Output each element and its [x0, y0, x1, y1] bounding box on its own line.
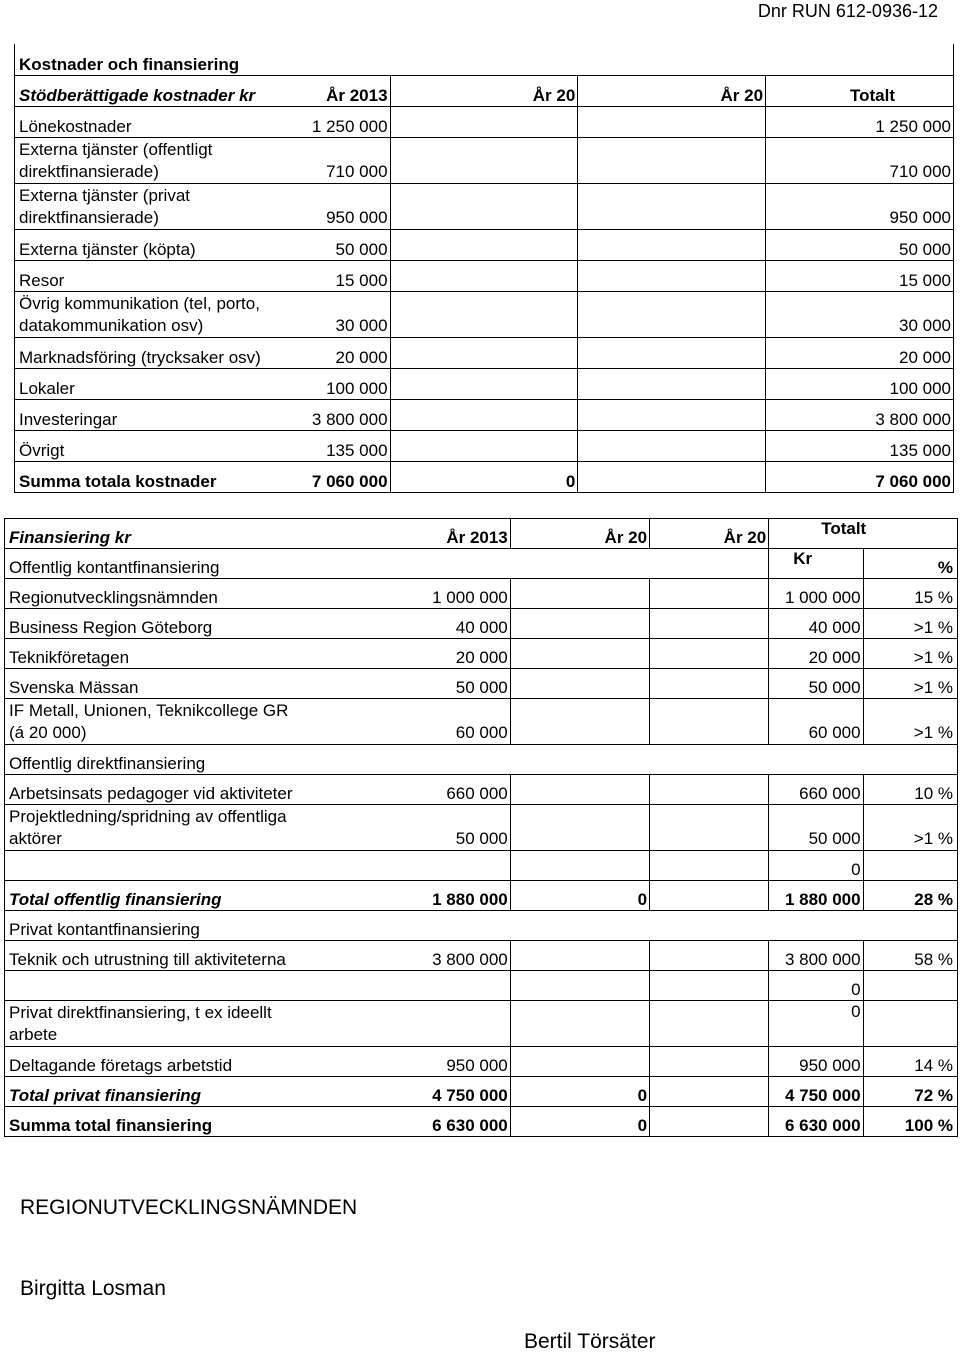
row-y20b: [650, 1001, 769, 1047]
row-y20b: [578, 291, 766, 337]
table-row: [5, 1047, 958, 1077]
row-y20a: [390, 430, 578, 461]
table-row: [5, 609, 958, 639]
row-2013: 6 630 000: [338, 1107, 510, 1137]
row-y20b: [650, 669, 769, 699]
total-offentlig-row: [5, 881, 958, 911]
document-reference: Dnr RUN 612-0936-12: [757, 1, 938, 21]
table-row: [15, 368, 954, 399]
table-row: [15, 337, 954, 368]
signature-name-2: Bertil Törsäter: [524, 1330, 656, 1353]
section-row: [5, 911, 958, 941]
sum-2013: 7 060 000: [202, 461, 390, 492]
row-y20a: [510, 669, 649, 699]
row-y20b: [578, 229, 766, 260]
total-privat-row: [5, 1077, 958, 1107]
row-y20a: [510, 971, 649, 1001]
row-label: Total privat finansiering: [5, 1077, 339, 1107]
row-2013: 60 000: [338, 699, 510, 745]
row-2013: [338, 1001, 510, 1047]
row-2013: 20 000: [338, 639, 510, 669]
row-label: Marknadsföring (trycksaker osv): [15, 337, 203, 368]
row-label: [5, 851, 339, 881]
row-label: Projektledning/spridning av offentliga aktörer: [5, 805, 339, 851]
row-label: Resor: [15, 260, 203, 291]
financing-table: [4, 518, 958, 1137]
section-row: [5, 745, 958, 775]
row-label: Business Region Göteborg: [5, 609, 339, 639]
row-total: 30 000: [766, 291, 954, 337]
row-2013: 50 000: [338, 805, 510, 851]
row-label: Arbetsinsats pedagoger vid aktiviteter: [5, 775, 339, 805]
row-y20a: [390, 337, 578, 368]
row-2013: 950 000: [202, 183, 390, 229]
row-2013: 15 000: [202, 260, 390, 291]
row-label: Regionutvecklingsnämnden: [5, 579, 339, 609]
row-y20b: [578, 368, 766, 399]
row-2013: 1 880 000: [338, 881, 510, 911]
row-y20b: [650, 851, 769, 881]
row-y20a: [390, 137, 578, 183]
row-label: Summa total finansiering: [5, 1107, 339, 1137]
row-kr: 4 750 000: [769, 1077, 863, 1107]
row-pct: >1 %: [863, 639, 957, 669]
row-y20a: [390, 291, 578, 337]
table-row: [5, 805, 958, 851]
row-y20a: 0: [510, 881, 649, 911]
row-y20a: [510, 609, 649, 639]
row-label: Investeringar: [15, 399, 203, 430]
financing-header-2013: År 2013: [338, 519, 510, 549]
row-pct: 10 %: [863, 775, 957, 805]
row-pct: 100 %: [863, 1107, 957, 1137]
row-2013: 40 000: [338, 609, 510, 639]
row-kr: 20 000: [769, 639, 863, 669]
row-label: Total offentlig finansiering: [5, 881, 339, 911]
row-pct: >1 %: [863, 609, 957, 639]
row-pct: [863, 971, 957, 1001]
row-2013: 710 000: [202, 137, 390, 183]
costs-title: Kostnader och finansiering: [15, 44, 954, 75]
costs-header-total: Totalt: [766, 75, 954, 106]
sub-header-pct: %: [863, 549, 957, 579]
row-kr: 1 880 000: [769, 881, 863, 911]
financing-header-total: Totalt: [769, 519, 958, 549]
row-pct: >1 %: [863, 805, 957, 851]
row-y20b: [578, 399, 766, 430]
section-privat-direkt: Privat direktfinansiering, t ex ideellt arbete: [5, 1001, 339, 1047]
row-2013: 50 000: [338, 669, 510, 699]
financing-header-label: Finansiering kr: [5, 519, 339, 549]
row-y20a: [510, 579, 649, 609]
table-row: [5, 579, 958, 609]
table-row: [15, 399, 954, 430]
row-label: Teknik och utrustning till aktiviteterna: [5, 941, 339, 971]
row-label: Lönekostnader: [15, 106, 203, 137]
row-y20b: [578, 337, 766, 368]
table-row: [5, 669, 958, 699]
section-row: [5, 1001, 958, 1047]
row-kr: 60 000: [769, 699, 863, 745]
row-y20a: [510, 699, 649, 745]
row-y20a: [510, 775, 649, 805]
row-2013: 660 000: [338, 775, 510, 805]
table-row: [15, 430, 954, 461]
row-pct: 72 %: [863, 1077, 957, 1107]
row-total: 50 000: [766, 229, 954, 260]
table-row: [5, 699, 958, 745]
row-pct: 15 %: [863, 579, 957, 609]
table-row: [15, 137, 954, 183]
row-label: Teknikföretagen: [5, 639, 339, 669]
section-privat-kontant: Privat kontantfinansiering: [5, 911, 958, 941]
row-pct: 14 %: [863, 1047, 957, 1077]
row-2013: 3 800 000: [202, 399, 390, 430]
row-label: Lokaler: [15, 368, 203, 399]
row-label: Övrig kommunikation (tel, porto, datakommunikation osv): [15, 291, 203, 337]
row-pct: [863, 851, 957, 881]
row-y20a: [510, 639, 649, 669]
row-2013: 3 800 000: [338, 941, 510, 971]
section-offentlig-direkt: Offentlig direktfinansiering: [5, 745, 958, 775]
signature-organization: REGIONUTVECKLINGSNÄMNDEN: [20, 1196, 358, 1219]
table-row: [5, 775, 958, 805]
row-y20a: [390, 260, 578, 291]
row-y20b: [650, 941, 769, 971]
row-label: Externa tjänster (privat direktfinansierade): [15, 183, 203, 229]
table-row: [15, 229, 954, 260]
sum-total: 7 060 000: [766, 461, 954, 492]
row-kr: 660 000: [769, 775, 863, 805]
costs-header-row: [15, 75, 954, 106]
row-label: Externa tjänster (köpta): [15, 229, 203, 260]
row-y20b: [650, 579, 769, 609]
row-kr: 0: [769, 971, 863, 1001]
row-y20a: 0: [510, 1107, 649, 1137]
row-y20b: [650, 971, 769, 1001]
row-y20b: [578, 260, 766, 291]
table-row: [5, 971, 958, 1001]
row-2013: 20 000: [202, 337, 390, 368]
row-y20a: [390, 229, 578, 260]
row-kr: 950 000: [769, 1047, 863, 1077]
row-y20b: [650, 805, 769, 851]
row-2013: 950 000: [338, 1047, 510, 1077]
row-total: 135 000: [766, 430, 954, 461]
row-y20b: [578, 137, 766, 183]
row-label: Deltagande företags arbetstid: [5, 1047, 339, 1077]
financing-header-row: [5, 519, 958, 549]
row-2013: 30 000: [202, 291, 390, 337]
row-pct: >1 %: [863, 669, 957, 699]
row-y20a: [390, 183, 578, 229]
row-y20a: [390, 368, 578, 399]
sub-header-kr: Kr: [769, 549, 863, 579]
row-kr: 3 800 000: [769, 941, 863, 971]
row-y20a: [510, 941, 649, 971]
row-label: IF Metall, Unionen, Teknikcollege GR (á 20 000): [5, 699, 339, 745]
row-label: Svenska Mässan: [5, 669, 339, 699]
row-2013: [338, 971, 510, 1001]
row-label: Övrigt: [15, 430, 203, 461]
row-kr: 6 630 000: [769, 1107, 863, 1137]
row-y20a: [510, 805, 649, 851]
costs-sum-row: [15, 461, 954, 492]
row-y20b: [578, 430, 766, 461]
section-row: [5, 549, 958, 579]
signature-name-1: Birgitta Losman: [20, 1277, 166, 1300]
row-total: 710 000: [766, 137, 954, 183]
row-y20a: [510, 1001, 649, 1047]
row-label: [5, 971, 339, 1001]
row-total: 20 000: [766, 337, 954, 368]
sum-y20a: 0: [390, 461, 578, 492]
row-2013: 50 000: [202, 229, 390, 260]
row-pct: 28 %: [863, 881, 957, 911]
row-2013: 100 000: [202, 368, 390, 399]
row-y20b: [650, 775, 769, 805]
row-total: 1 250 000: [766, 106, 954, 137]
row-y20b: [578, 106, 766, 137]
row-2013: 1 000 000: [338, 579, 510, 609]
costs-table: [14, 44, 954, 493]
row-kr: 40 000: [769, 609, 863, 639]
table-row: [5, 941, 958, 971]
financing-header-y20a: År 20: [510, 519, 649, 549]
row-y20b: [650, 699, 769, 745]
financing-header-y20b: År 20: [650, 519, 769, 549]
row-pct: [863, 1001, 957, 1047]
row-total: 950 000: [766, 183, 954, 229]
costs-header-label: Stödberättigade kostnader kr: [15, 75, 203, 106]
row-y20b: [650, 1077, 769, 1107]
table-row: [5, 851, 958, 881]
table-row: [15, 106, 954, 137]
table-row: [5, 639, 958, 669]
table-row: [15, 291, 954, 337]
sum-total-row: [5, 1107, 958, 1137]
row-2013: 1 250 000: [202, 106, 390, 137]
row-2013: 135 000: [202, 430, 390, 461]
row-y20b: [650, 609, 769, 639]
row-y20b: [650, 1047, 769, 1077]
table-row: [15, 260, 954, 291]
row-y20b: [650, 639, 769, 669]
costs-header-y20b: År 20: [578, 75, 766, 106]
row-label: Externa tjänster (offentligt direktfinansierade): [15, 137, 203, 183]
row-kr: 50 000: [769, 805, 863, 851]
row-kr: 1 000 000: [769, 579, 863, 609]
row-kr: 0: [769, 1001, 863, 1047]
sum-y20b: [578, 461, 766, 492]
row-pct: 58 %: [863, 941, 957, 971]
row-y20a: [390, 399, 578, 430]
row-total: 15 000: [766, 260, 954, 291]
section-offentlig-kontant: Offentlig kontantfinansiering: [5, 549, 769, 579]
row-y20a: [510, 1047, 649, 1077]
costs-header-y20a: År 20: [390, 75, 578, 106]
row-y20a: [390, 106, 578, 137]
table-row: [15, 183, 954, 229]
row-kr: 50 000: [769, 669, 863, 699]
row-y20b: [650, 1107, 769, 1137]
row-2013: 4 750 000: [338, 1077, 510, 1107]
row-pct: >1 %: [863, 699, 957, 745]
row-total: 100 000: [766, 368, 954, 399]
row-y20b: [650, 881, 769, 911]
sum-label: Summa totala kostnader: [15, 461, 203, 492]
row-2013: [338, 851, 510, 881]
row-y20b: [578, 183, 766, 229]
row-y20a: [510, 851, 649, 881]
costs-header-2013: År 2013: [202, 75, 390, 106]
row-kr: 0: [769, 851, 863, 881]
row-y20a: 0: [510, 1077, 649, 1107]
row-total: 3 800 000: [766, 399, 954, 430]
